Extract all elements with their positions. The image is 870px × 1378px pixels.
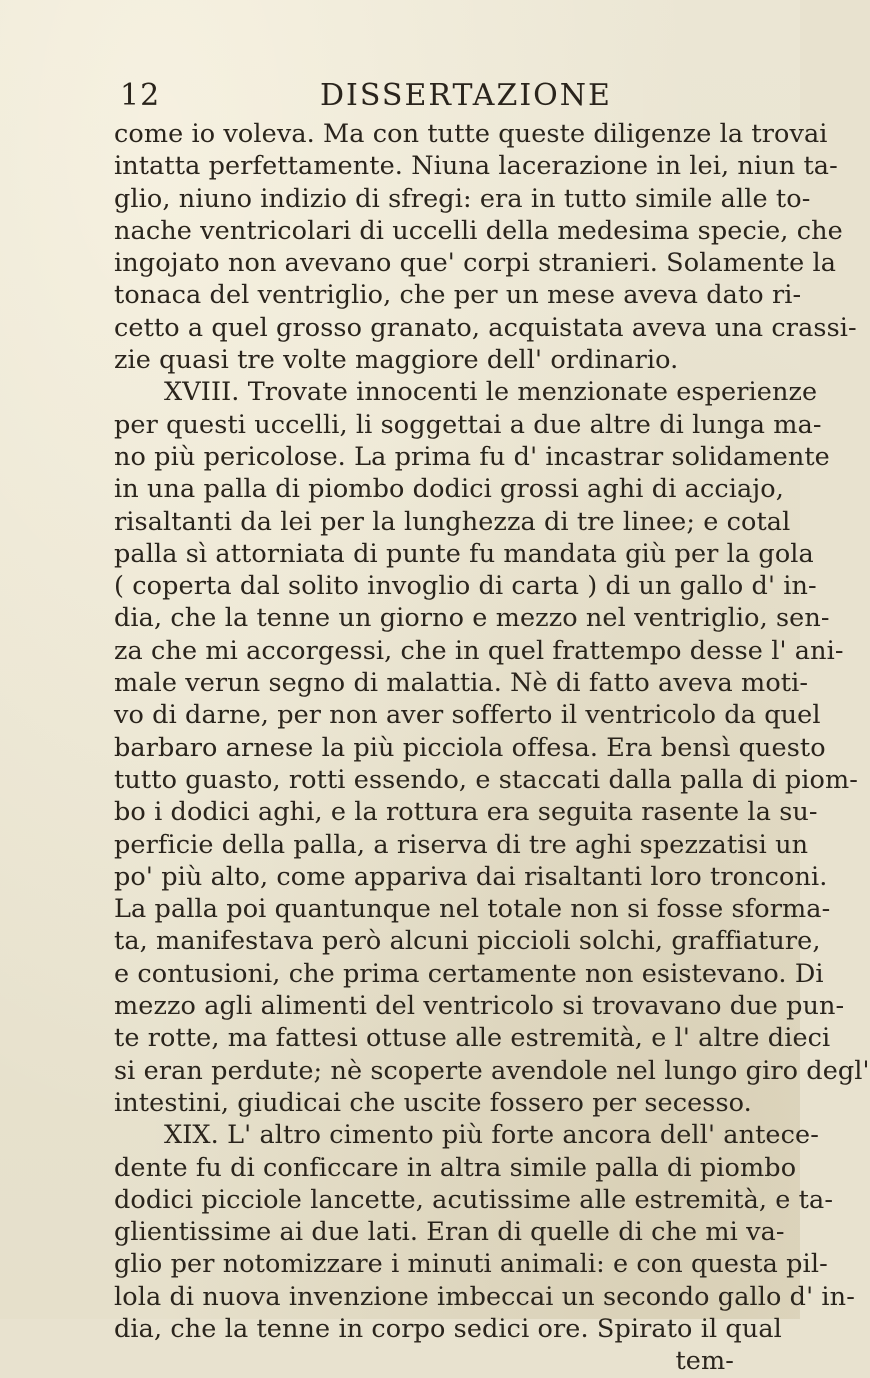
text-line: La palla poi quantunque nel totale non si fosse sforma- [114, 894, 831, 925]
text-line: no più pericolose. La prima fu d' incastrar solidamente [114, 441, 830, 472]
text-line: ingojato non avevano que' corpi stranieri. Solamente la [114, 248, 837, 279]
section-xix-start: XIX. L' altro cimento più forte ancora dell' antece- [164, 1120, 819, 1151]
text-line: bo i dodici aghi, e la rottura era seguita rasente la su- [114, 797, 818, 828]
text-line: dia, che la tenne un giorno e mezzo nel ventriglio, sen- [114, 603, 830, 634]
section-xviii-start: XVIII. Trovate innocenti le menzionate esperienze [164, 377, 818, 408]
text-line: intatta perfettamente. Niuna lacerazione in lei, niun ta- [114, 151, 838, 182]
text-line: ta, manifestava però alcuni piccioli solchi, graffiature, [114, 926, 821, 957]
text-line: po' più alto, come appariva dai risaltanti loro tronconi. [114, 861, 828, 892]
text-line: cetto a quel grosso granato, acquistata aveva una crassi- [114, 312, 857, 343]
text-line: za che mi accorgessi, che in quel frattempo desse l' ani- [114, 635, 844, 666]
text-line: vo di darne, per non aver sofferto il ventricolo da quel [114, 700, 821, 731]
page-number: 12 [120, 78, 161, 113]
text-line: risaltanti da lei per la lunghezza di tre linee; e cotal [114, 506, 791, 537]
text-line: te rotte, ma fattesi ottuse alle estremità, e l' altre dieci [114, 1023, 831, 1054]
catchword: tem- [675, 1346, 734, 1377]
text-line: come io voleva. Ma con tutte queste diligenze la trovai [114, 119, 828, 149]
text-line: palla sì attorniata di punte fu mandata giù per la gola [114, 538, 814, 569]
text-line: glientissime ai due lati. Eran di quelle di che mi va- [114, 1217, 785, 1248]
text-line: ( coperta dal solito invoglio di carta ) di un gallo d' in- [114, 571, 817, 602]
text-line: tutto guasto, rotti essendo, e staccati dalla palla di piom- [114, 764, 858, 795]
text-line: glio, niuno indizio di sfregi: era in tutto simile alle to- [114, 183, 811, 214]
text-line: perficie della palla, a riserva di tre aghi spezzatisi un [114, 829, 809, 860]
text-line: e contusioni, che prima certamente non esistevano. Di [114, 958, 824, 989]
text-line: dodici picciole lancette, acutissime alle estremità, e ta- [114, 1184, 834, 1215]
text-line: tonaca del ventriglio, che per un mese aveva dato ri- [114, 280, 802, 311]
text-line: nache ventricolari di uccelli della medesima specie, che [114, 215, 843, 246]
body-text [114, 118, 870, 1378]
paragraph-end-line: intestini, giudicai che uscite fossero per secesso. [114, 1087, 752, 1118]
text-line: dia, che la tenne in corpo sedici ore. Spirato il qual [114, 1313, 782, 1344]
text-line: in una palla di piombo dodici grossi aghi di acciajo, [114, 474, 784, 505]
text-line: mezzo agli alimenti del ventricolo si trovavano due pun- [114, 991, 845, 1022]
text-line: lola di nuova invenzione imbeccai un secondo gallo d' in- [114, 1281, 855, 1312]
running-head [0, 78, 800, 118]
text-line: per questi uccelli, li soggettai a due altre di lunga ma- [114, 409, 822, 440]
text-line: dente fu di conficcare in altra simile palla di piombo [114, 1152, 797, 1183]
paragraph-end-line: zie quasi tre volte maggiore dell' ordinario. [114, 345, 679, 376]
text-line: si eran perdute; nè scoperte avendole nel lungo giro degl' [114, 1055, 870, 1086]
text-line: male verun segno di malattia. Nè di fatto aveva moti- [114, 668, 809, 699]
text-line: glio per notomizzare i minuti animali: e con questa pil- [114, 1249, 828, 1280]
running-title: DISSERTAZIONE [320, 78, 612, 113]
text-line: barbaro arnese la più picciola offesa. Era bensì questo [114, 732, 826, 763]
